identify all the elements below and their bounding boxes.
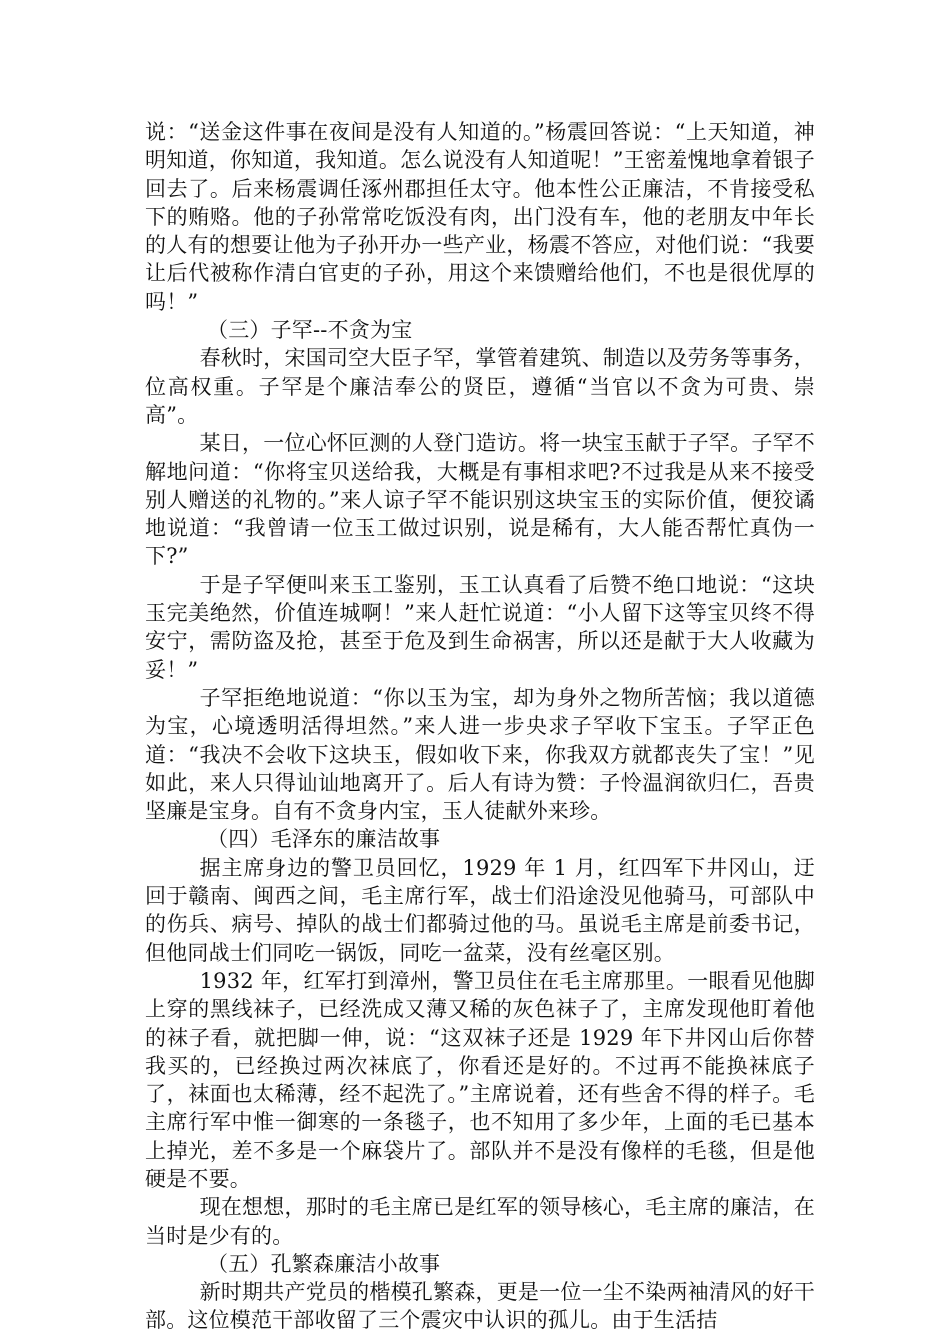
section-heading-zi-han: （三）子罕--不贪为宝	[207, 318, 413, 343]
paragraph-yang-zhen-ending: 说：“送金这件事在夜间是没有人知道的。”杨震回答说：“上天知道，神明知道，你知道，我知道。怎么说没有人知道呢！”王密羞愧地拿着银子回去了。后来杨震调任涿州郡担任太守。他本性公正廉洁，不肯接受私下的贿赂。他的子孙常常吃饭没有肉，出门没有车，他的老朋友中年长的人有的想要让他为子孙开办一些产业，杨震不答应，对他们说：“我要让后代被称作清白官吏的子孙，用这个来馈赠给他们，不也是很优厚的吗！”	[145, 120, 815, 314]
paragraph-zi-han-jade-appraisal: 于是子罕便叫来玉工鉴别，玉工认真看了后赞不绝口地说：“这块玉完美绝然，价值连城啊！”来人赶忙说道：“小人留下这等宝贝终不得安宁，需防盗及抢，甚至于危及到生命祸害，所以还是献于大人收藏为妥！”	[145, 572, 815, 682]
paragraph-kong-fansen: 新时期共产党员的楷模孔繁森，更是一位一尘不染两袖清风的好干部。这位模范干部收留了三个震灾中认识的孤儿。由于生活拮	[145, 1280, 815, 1333]
section-heading-mao-zedong: （四）毛泽东的廉洁故事	[207, 827, 441, 852]
paragraph-mao-1929: 据主席身边的警卫员回忆，1929 年 1 月，红四军下井冈山，迂回于赣南、闽西之间，毛主席行军，战士们沿途没见他骑马，可部队中的伤兵、病号、掉队的战士们都骑过他的马。虽说毛主席是前委书记，但他同战士们同吃一锅饭，同吃一盆菜，没有丝毫区别。	[145, 855, 815, 965]
paragraph-zi-han-visitor: 某日，一位心怀叵测的人登门造访。将一块宝玉献于子罕。子罕不解地问道：“你将宝贝送给我，大概是有事相求吧?不过我是从来不接受别人赠送的礼物的。”来人谅子罕不能识别这块宝玉的实际价值，便狡谲地说道：“我曾请一位玉工做过识别，说是稀有，大人能否帮忙真伪一下?”	[145, 431, 815, 569]
paragraph-mao-1932-socks: 1932 年，红军打到漳州，警卫员住在毛主席那里。一眼看见他脚上穿的黑线袜子，已经洗成又薄又稀的灰色袜子了，主席发现他盯着他的袜子看，就把脚一伸，说：“这双袜子还是 1929 年下井冈山后你替我买的，已经换过两次袜底了，你看还是好的。不过再不能换袜底子了，袜面也太稀薄，经不起洗了。”主席说着，还有些舍不得的样子。毛主席行军中惟一御寒的一条毯子，也不知用了多少年，上面的毛已基本上掉光，差不多是一个麻袋片了。部队并不是没有像样的毛毯，但是他硬是不要。	[145, 968, 815, 1191]
section-heading-kong-fansen: （五）孔繁森廉洁小故事	[207, 1251, 441, 1276]
document-page	[145, 118, 815, 1335]
paragraph-zi-han-intro: 春秋时，宋国司空大臣子罕，掌管着建筑、制造以及劳务等事务，位高权重。子罕是个廉洁奉公的贤臣，遵循“当官以不贪为可贵、崇高”。	[145, 346, 815, 427]
paragraph-zi-han-refusal: 子罕拒绝地说道：“你以玉为宝，却为身外之物所苦恼；我以道德为宝，心境透明活得坦然。”来人进一步央求子罕收下宝玉。子罕正色道：“我决不会收下这块玉，假如收下来，你我双方就都丧失了宝！”见如此，来人只得讪讪地离开了。后人有诗为赞：子怜温润欲归仁，吾贵坚廉是宝身。自有不贪身内宝，玉人徒献外来珍。	[145, 685, 815, 824]
paragraph-mao-reflection: 现在想想，那时的毛主席已是红军的领导核心，毛主席的廉洁，在当时是少有的。	[145, 1195, 815, 1248]
